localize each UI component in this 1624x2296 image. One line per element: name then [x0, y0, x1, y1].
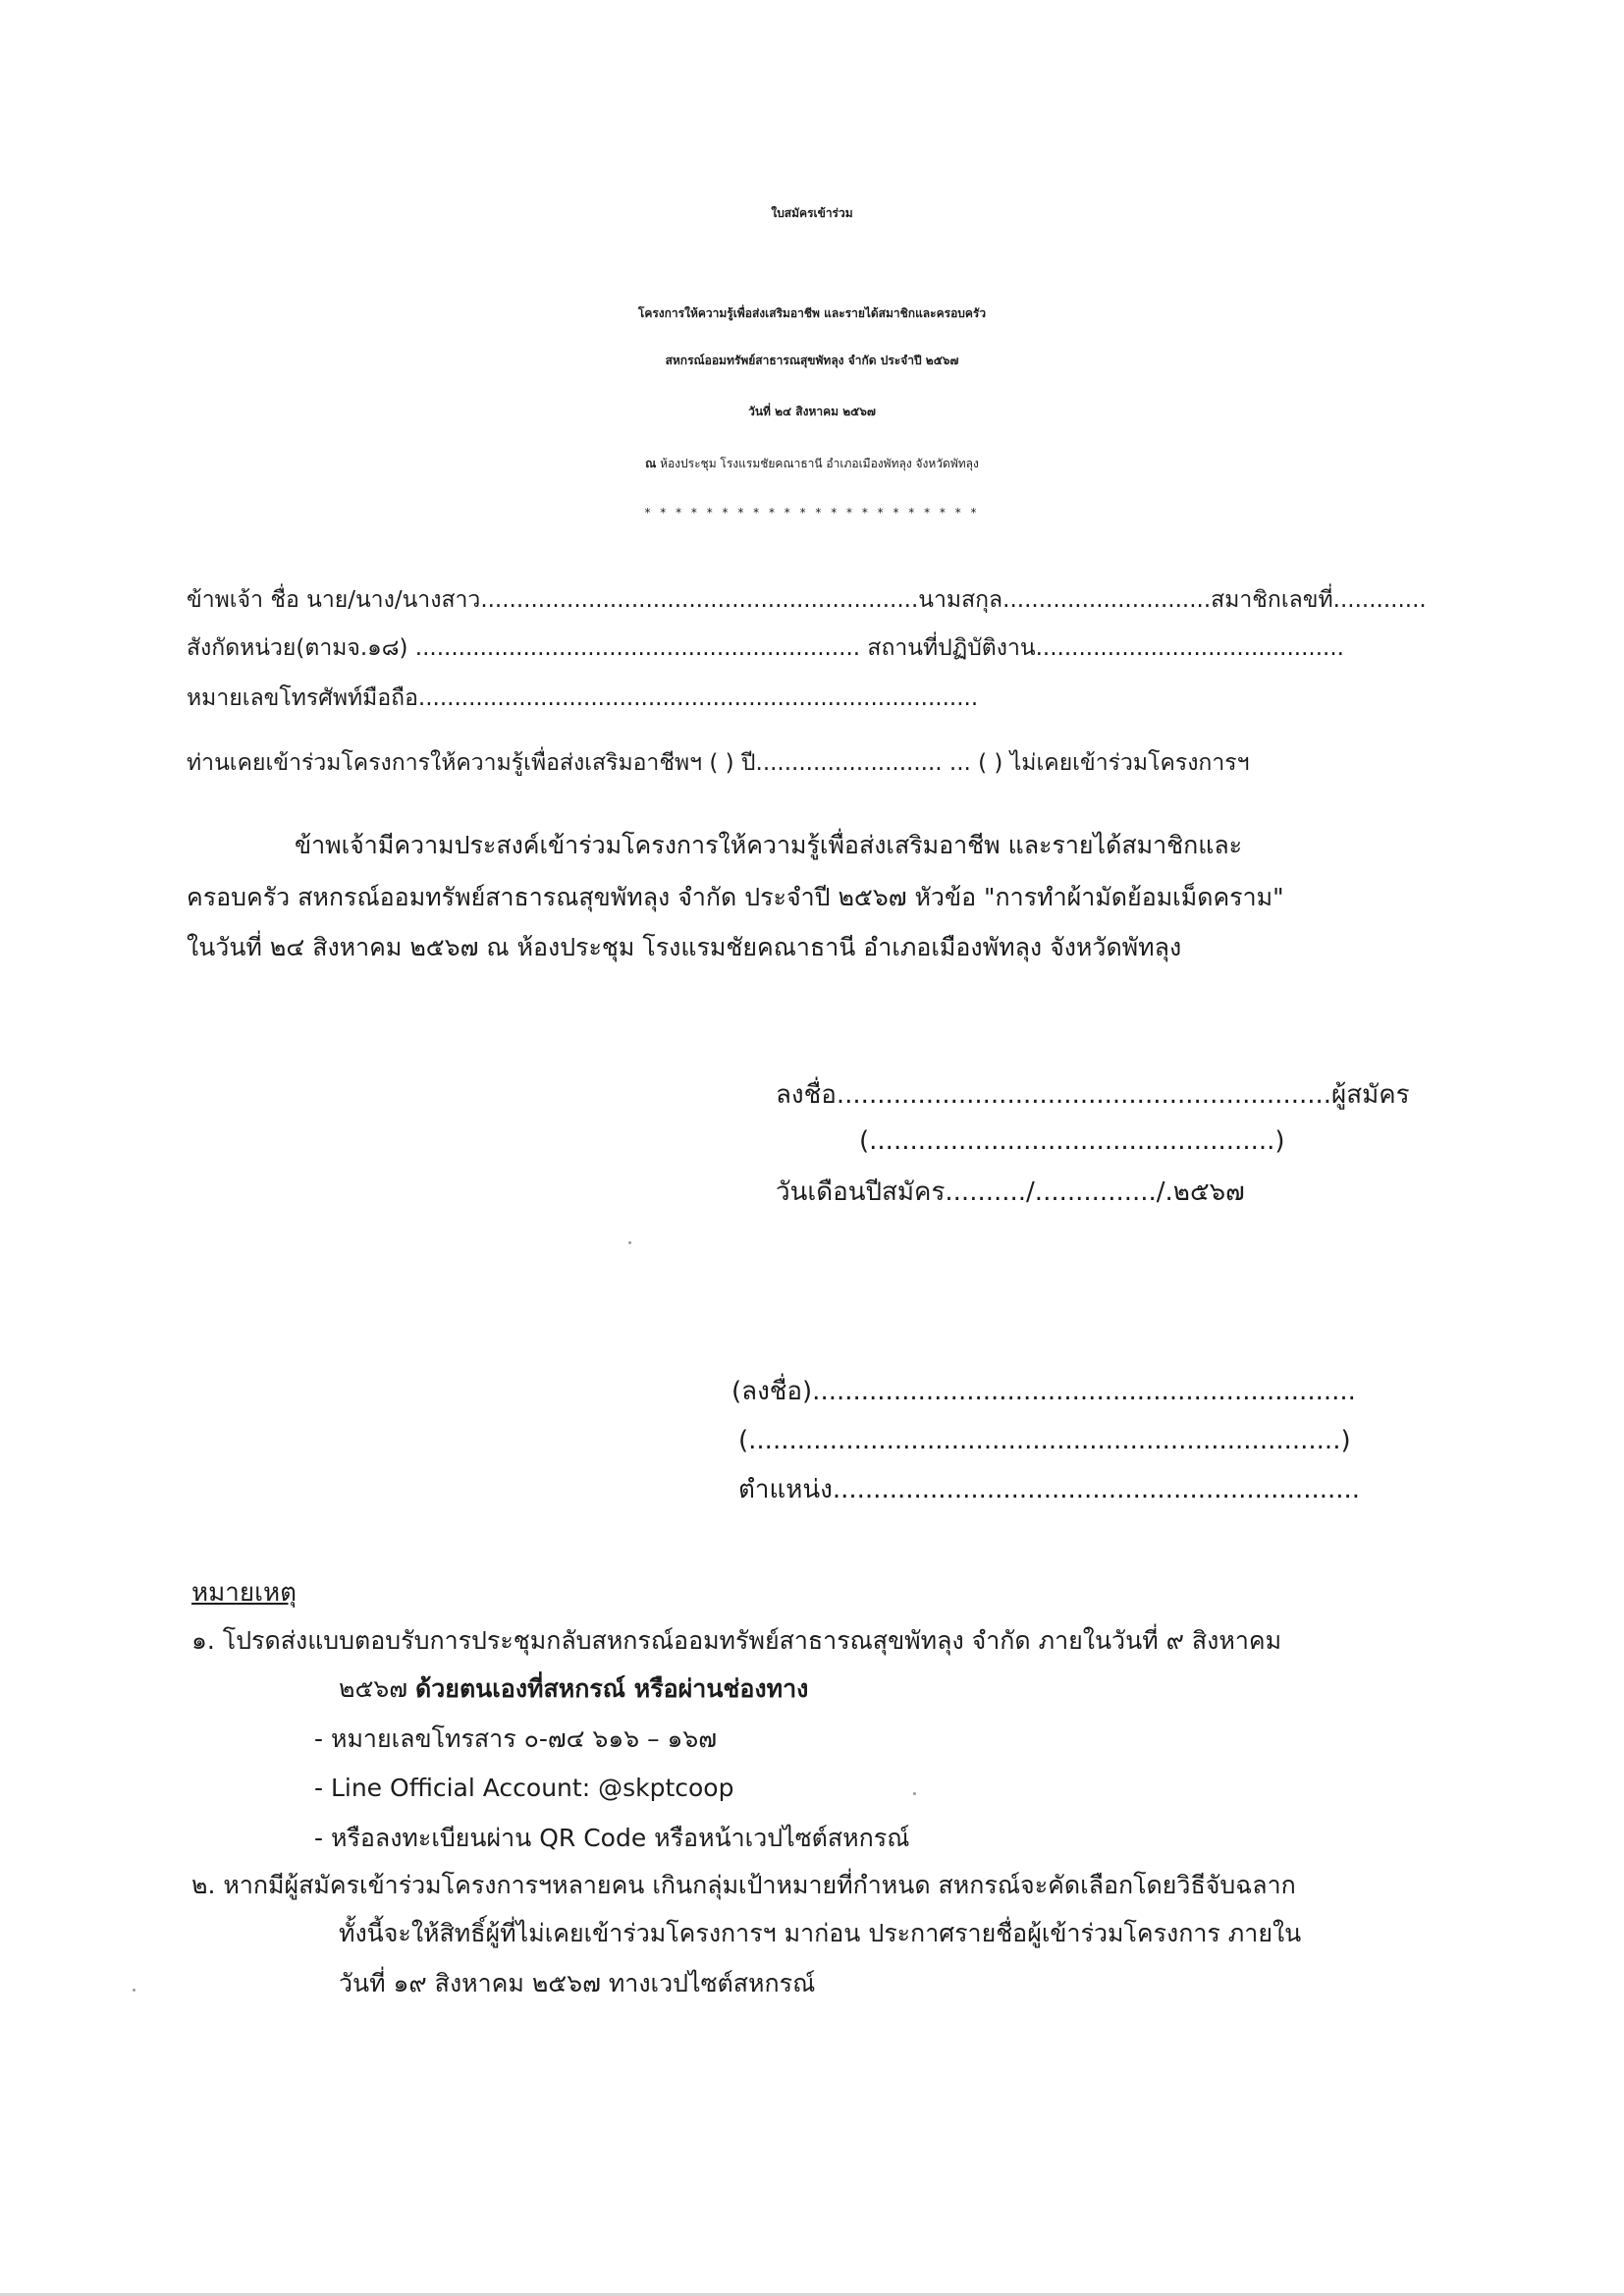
form-title: ใบสมัครเข้าร่วม	[771, 206, 853, 220]
official-sign-line: (ลงชื่อ)...................................................................	[731, 1377, 1356, 1406]
paragraph-line-1: ข้าพเจ้ามีความประสงค์เข้าร่วมโครงการให้ความรู้เพื่อส่งเสริมอาชีพ และรายได้สมาชิกและ	[295, 831, 1243, 859]
participation-line: ท่านเคยเข้าร่วมโครงการให้ความรู้เพื่อส่งเสริมอาชีพฯ ( ) ปี.......................... ... ( ) ไม่เคยเข้าร่วมโครงการฯ	[187, 750, 1250, 776]
unit-field-line: สังกัดหน่วย(ตามจ.๑๘) .............................................................. สถานที่ปฏิบัติงาน...........................................	[187, 635, 1344, 661]
note-2-line-3: วันที่ ๑๙ สิงหาคม ๒๕๖๗ ทางเวปไซต์สหกรณ์	[339, 1969, 816, 1997]
paragraph-line-3: ในวันที่ ๒๔ สิงหาคม ๒๕๖๗ ณ ห้องประชุม โรงแรมชัยคณาธานี อำเภอเมืองพัทลุง จังหวัดพัทลุง	[187, 933, 1182, 961]
note-1-channels: ด้วยตนเองที่สหกรณ์ หรือผ่านช่องทาง	[415, 1674, 809, 1703]
note-1-year: ๒๕๖๗	[339, 1674, 416, 1703]
project-line-1: โครงการให้ความรู้เพื่อส่งเสริมอาชีพ และรายได้สมาชิกและครอบครัว	[637, 306, 987, 320]
official-position-line: ตำแหน่ง.................................................................	[738, 1475, 1361, 1504]
note-2-line-2: ทั้งนี้จะให้สิทธิ์ผู้ที่ไม่เคยเข้าร่วมโครงการฯ มาก่อน ประกาศรายชื่อผู้เข้าร่วมโครงการ ภายใน	[339, 1919, 1302, 1947]
official-name-line: (.........................................................................)	[738, 1426, 1351, 1455]
event-date: วันที่ ๒๔ สิงหาคม ๒๕๖๗	[748, 405, 876, 418]
note-line-account: - Line Official Account: @skptcoop	[314, 1774, 734, 1802]
application-date-line: วันเดือนปีสมัคร........../.............../.๒๕๖๗	[776, 1177, 1245, 1207]
scan-speck	[628, 1241, 631, 1244]
venue-text: ห้องประชุม โรงแรมชัยคณาธานี อำเภอเมืองพัทลุง จังหวัดพัทลุง	[656, 457, 979, 470]
note-2-line-1: ๒. หากมีผู้สมัครเข้าร่วมโครงการฯหลายคน เกินกลุ่มเป้าหมายที่กำหนด สหกรณ์จะคัดเลือกโดยวิธีจับฉลาก	[191, 1871, 1296, 1899]
paragraph-line-2: ครอบครัว สหกรณ์ออมทรัพย์สาธารณสุขพัทลุง จำกัด ประจำปี ๒๕๖๗ หัวข้อ "การทำผ้ามัดย้อมเม็ดคราม"	[187, 883, 1284, 911]
note-1-line-1: ๑. โปรดส่งแบบตอบรับการประชุมกลับสหกรณ์ออมทรัพย์สาธารณสุขพัทลุง จำกัด ภายในวันที่ ๙ สิงหาคม	[191, 1626, 1282, 1655]
note-qr-website: - หรือลงทะเบียนผ่าน QR Code หรือหน้าเวปไซต์สหกรณ์	[314, 1824, 910, 1852]
applicant-sign-line: ลงชื่อ.............................................................ผู้สมัคร	[776, 1080, 1410, 1110]
phone-field-line: หมายเลขโทรศัพท์มือถือ..............................................................................	[187, 685, 979, 711]
separator-stars: * * * * * * * * * * * * * * * * * * * * * *	[644, 506, 980, 519]
notes-heading: หมายเหตุ	[191, 1578, 298, 1608]
project-line-2: สหกรณ์ออมทรัพย์สาธารณสุขพัทลุง จำกัด ประจำปี ๒๕๖๗	[665, 354, 959, 367]
note-1-line-2	[339, 1672, 808, 1706]
scan-speck	[133, 1989, 135, 1992]
note-fax: - หมายเลขโทรสาร ๐-๗๔ ๖๑๖ – ๑๖๗	[314, 1724, 718, 1753]
event-venue	[0, 447, 1624, 480]
name-field-line: ข้าพเจ้า ชื่อ นาย/นาง/นางสาว.............................................................นามสกุล.............................สมาชิกเลขที่.............	[187, 587, 1427, 613]
applicant-name-line: (..................................................)	[859, 1126, 1285, 1156]
scan-speck	[913, 1792, 916, 1795]
venue-prefix: ณ	[645, 457, 657, 470]
